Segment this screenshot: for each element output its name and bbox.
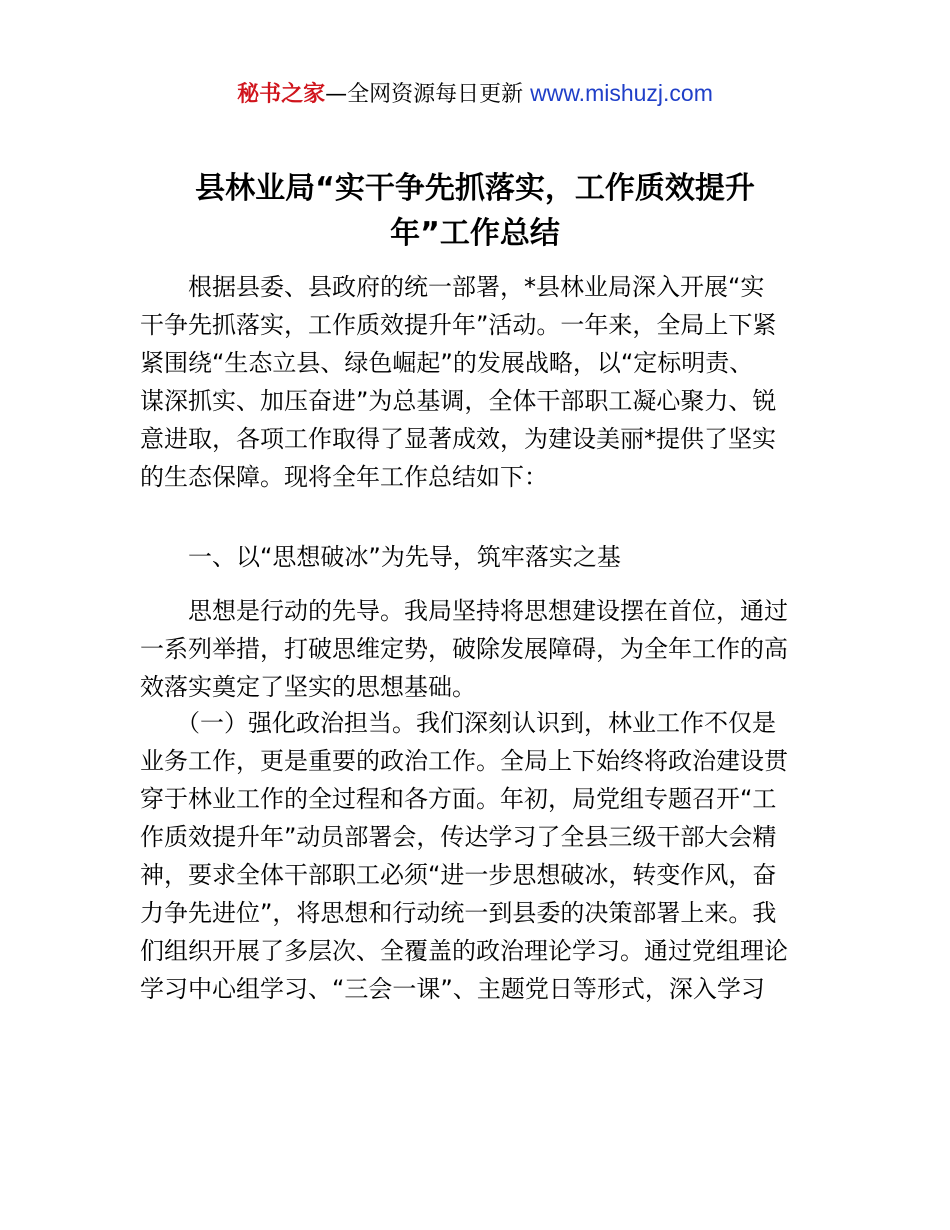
- site-header-banner: [0, 78, 950, 110]
- document-title-line: 县林业局“实干争先抓落实，工作质效提升: [195, 171, 755, 206]
- text-line: 效落实奠定了坚实的思想基础。: [140, 673, 476, 701]
- site-url-link[interactable]: www.mishuzj.com: [530, 80, 713, 106]
- intro-paragraph: [140, 268, 810, 496]
- site-tagline: —全网资源每日更新: [325, 82, 531, 107]
- text-line: 一、以“思想破冰”为先导，筑牢落实之基: [140, 543, 621, 571]
- section-intro-paragraph: [140, 592, 810, 706]
- text-line: 根据县委、县政府的统一部署，*县林业局深入开展“实: [140, 273, 765, 301]
- document-title-line: 年”工作总结: [390, 216, 560, 251]
- text-line: 神，要求全体干部职工必须“进一步思想破冰，转变作风，奋: [140, 861, 777, 889]
- text-line: 的生态保障。现将全年工作总结如下：: [140, 463, 548, 491]
- text-line: 思想是行动的先导。我局坚持将思想建设摆在首位，通过: [140, 597, 788, 625]
- text-line: 紧围绕“生态立县、绿色崛起”的发展战略，以“定标明责、: [140, 349, 754, 377]
- text-line: 干争先抓落实，工作质效提升年”活动。一年来，全局上下紧: [140, 311, 777, 339]
- text-line: 学习中心组学习、“三会一课”、主题党日等形式，深入学习: [140, 975, 765, 1003]
- text-line: （一）强化政治担当。我们深刻认识到，林业工作不仅是: [140, 709, 776, 737]
- text-line: 们组织开展了多层次、全覆盖的政治理论学习。通过党组理论: [140, 937, 788, 965]
- text-line: 作质效提升年”动员部署会，传达学习了全县三级干部大会精: [140, 823, 777, 851]
- text-line: 意进取，各项工作取得了显著成效，为建设美丽*提供了坚实: [140, 425, 776, 453]
- document-title: [140, 166, 810, 256]
- text-line: 谋深抓实、加压奋进”为总基调，全体干部职工凝心聚力、锐: [140, 387, 777, 415]
- section-heading: [140, 538, 810, 576]
- text-line: 力争先进位”，将思想和行动统一到县委的决策部署上来。我: [140, 899, 777, 927]
- text-line: 业务工作，更是重要的政治工作。全局上下始终将政治建设贯: [140, 747, 788, 775]
- text-line: 一系列举措，打破思维定势，破除发展障碍，为全年工作的高: [140, 635, 788, 663]
- text-line: 穿于林业工作的全过程和各方面。年初，局党组专题召开“工: [140, 785, 777, 813]
- subsection-paragraph: [140, 704, 810, 1008]
- site-brand-name: 秘书之家: [237, 82, 326, 107]
